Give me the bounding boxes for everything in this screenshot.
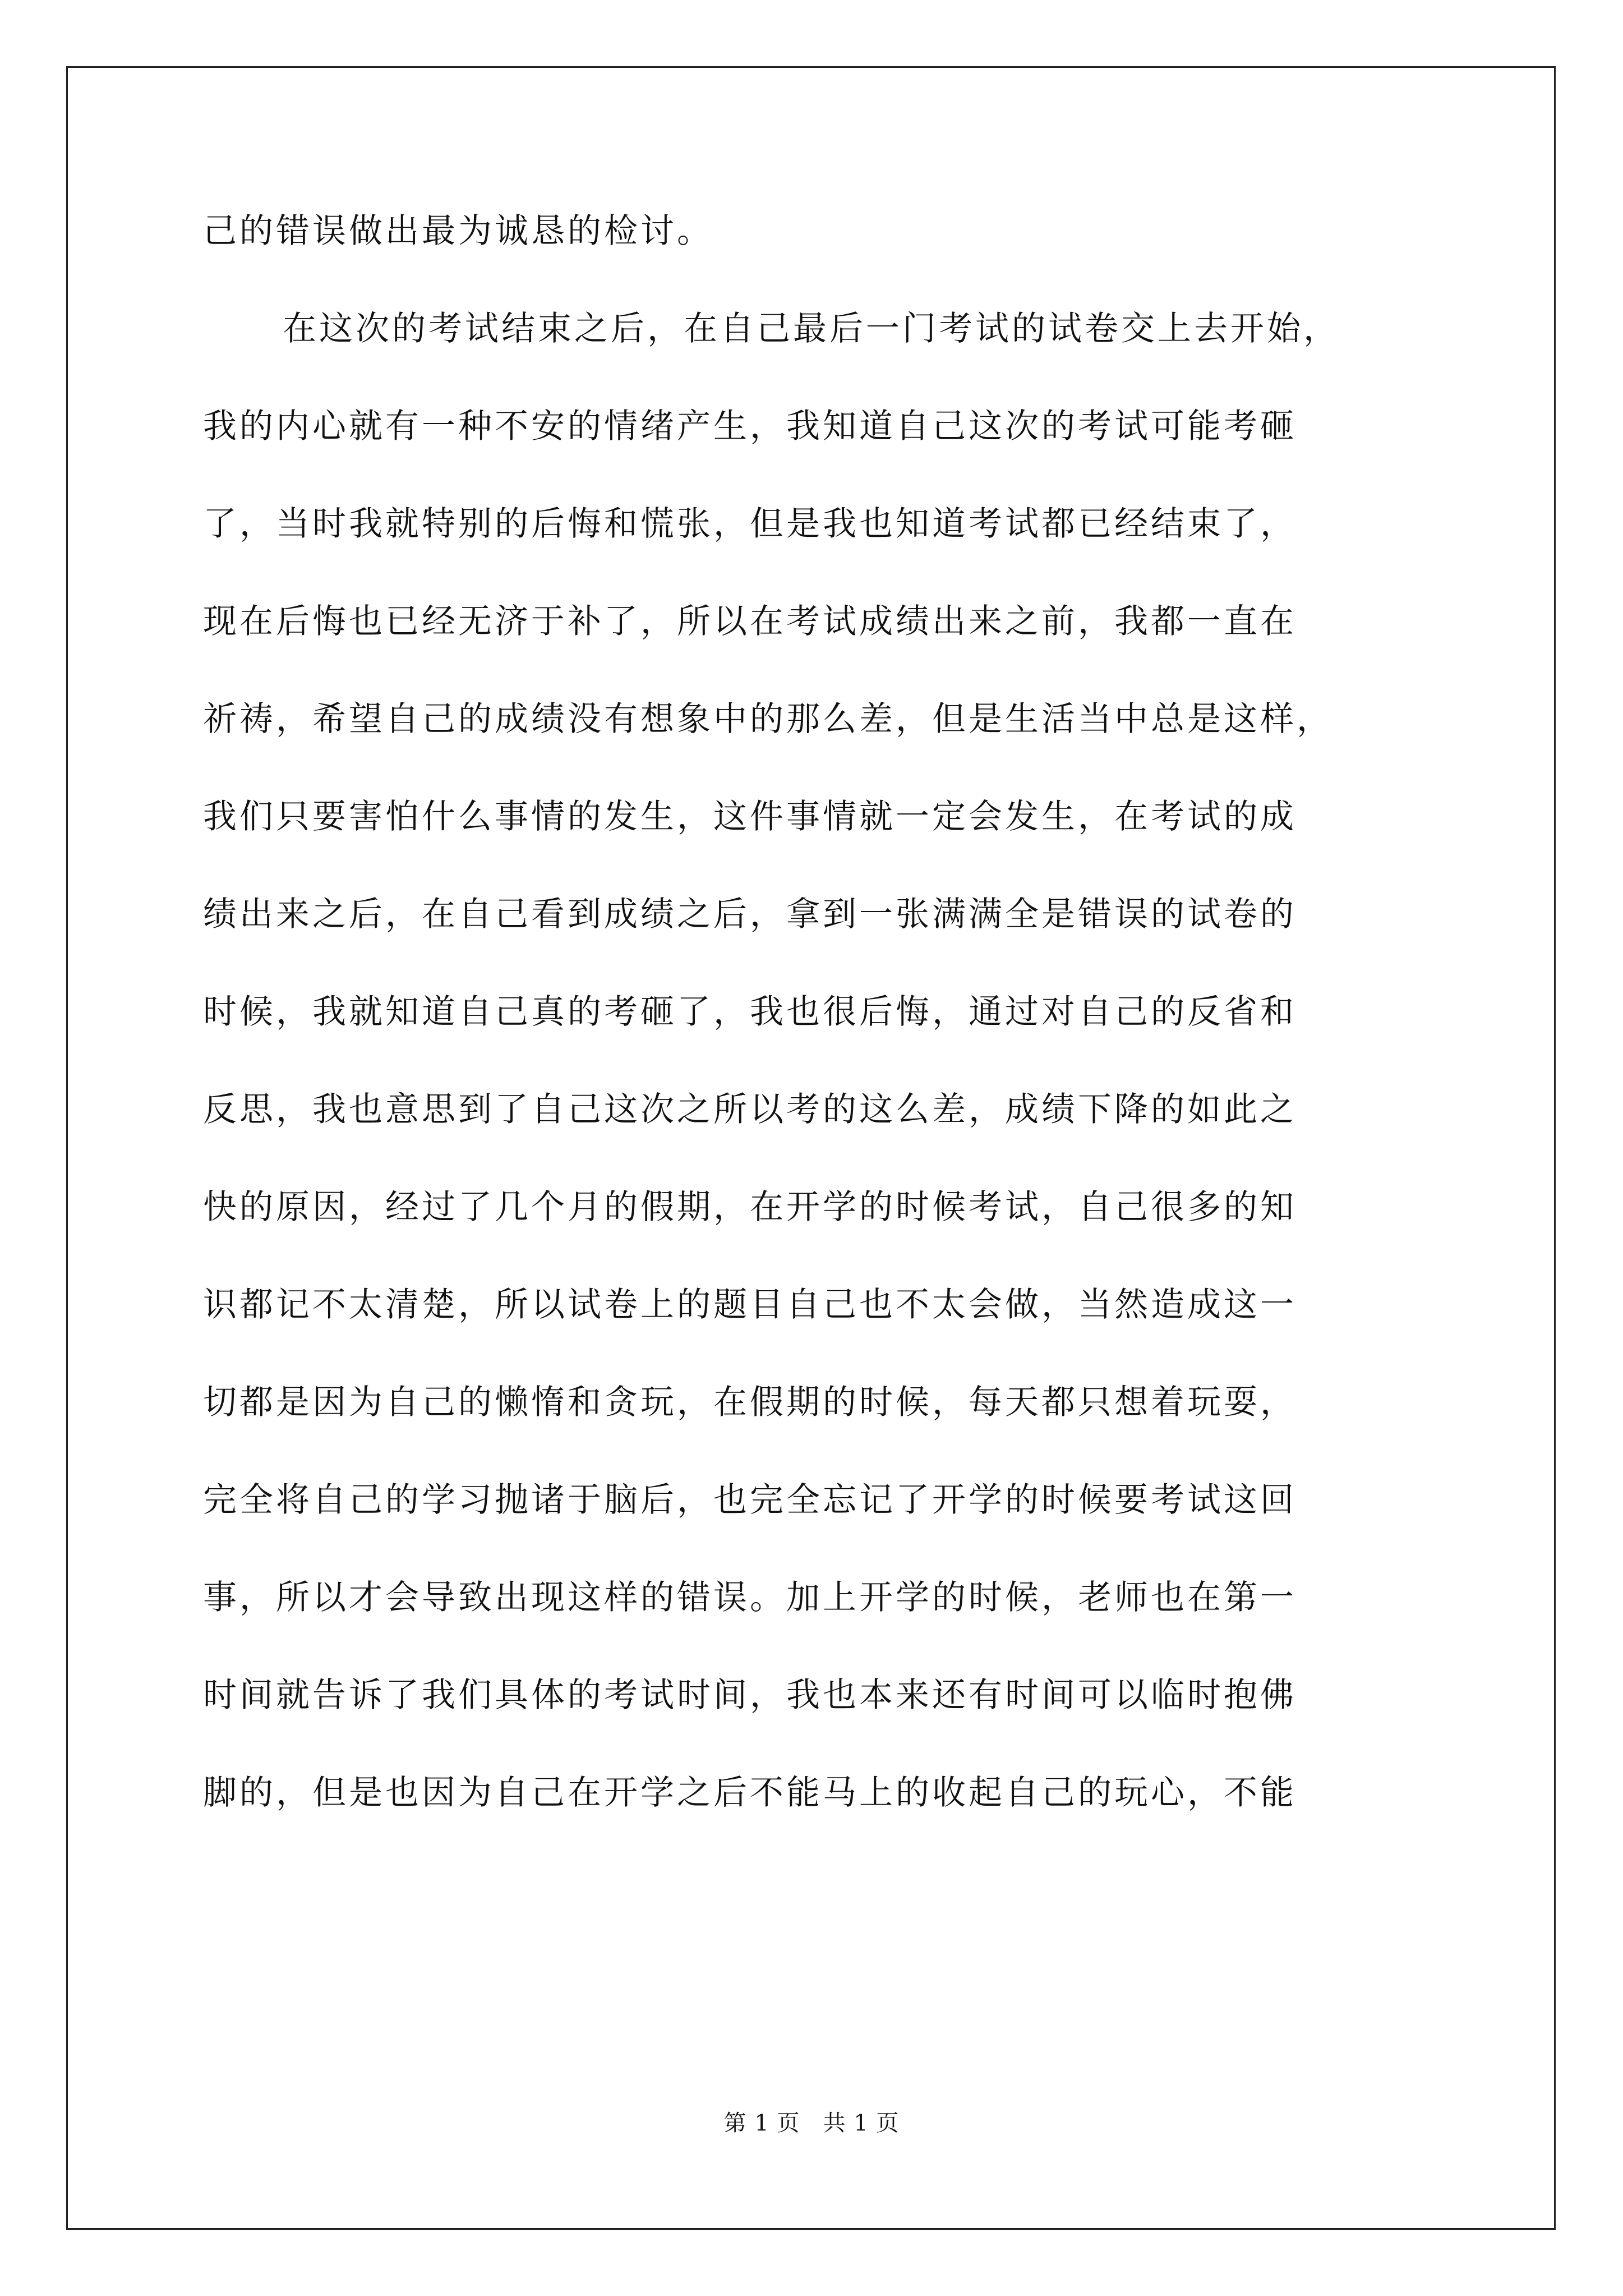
text-line: 在这次的考试结束之后，在自己最后一门考试的试卷交上去开始，: [283, 309, 1340, 348]
text-line: 己的错误做出最为诚恳的检讨。: [203, 211, 713, 251]
text-line: 事，所以才会导致出现这样的错误。加上开学的时候，老师也在第一: [203, 1578, 1297, 1617]
text-line: 我的内心就有一种不安的情绪产生，我知道自己这次的考试可能考砸: [203, 407, 1297, 446]
document-body: [203, 211, 1437, 1874]
text-line: 绩出来之后，在自己看到成绩之后，拿到一张满满全是错误的试卷的: [203, 895, 1297, 934]
text-line: 快的原因，经过了几个月的假期，在开学的时候考试，自己很多的知: [203, 1188, 1297, 1227]
text-line: 了，当时我就特别的后悔和慌张，但是我也知道考试都已经结束了，: [203, 504, 1297, 544]
text-line: 切都是因为自己的懒惰和贪玩，在假期的时候，每天都只想着玩耍，: [203, 1383, 1297, 1422]
text-line: 脚的，但是也因为自己在开学之后不能马上的收起自己的玩心，不能: [203, 1773, 1297, 1812]
text-line: 识都记不太清楚，所以试卷上的题目自己也不太会做，当然造成这一: [203, 1285, 1297, 1324]
text-line: 完全将自己的学习抛诸于脑后，也完全忘记了开学的时候要考试这回: [203, 1480, 1297, 1520]
text-line: 反思，我也意思到了自己这次之所以考的这么差，成绩下降的如此之: [203, 1090, 1297, 1129]
text-line: 时间就告诉了我们具体的考试时间，我也本来还有时间可以临时抱佛: [203, 1676, 1297, 1715]
text-line: 祈祷，希望自己的成绩没有想象中的那么差，但是生活当中总是这样，: [203, 700, 1333, 739]
text-line: 时候，我就知道自己真的考砸了，我也很后悔，通过对自己的反省和: [203, 992, 1297, 1032]
text-line: 我们只要害怕什么事情的发生，这件事情就一定会发生，在考试的成: [203, 797, 1297, 836]
page-footer: 第 1 页 共 1 页: [723, 2110, 900, 2136]
text-line: 现在后悔也已经无济于补了，所以在考试成绩出来之前，我都一直在: [203, 602, 1297, 641]
